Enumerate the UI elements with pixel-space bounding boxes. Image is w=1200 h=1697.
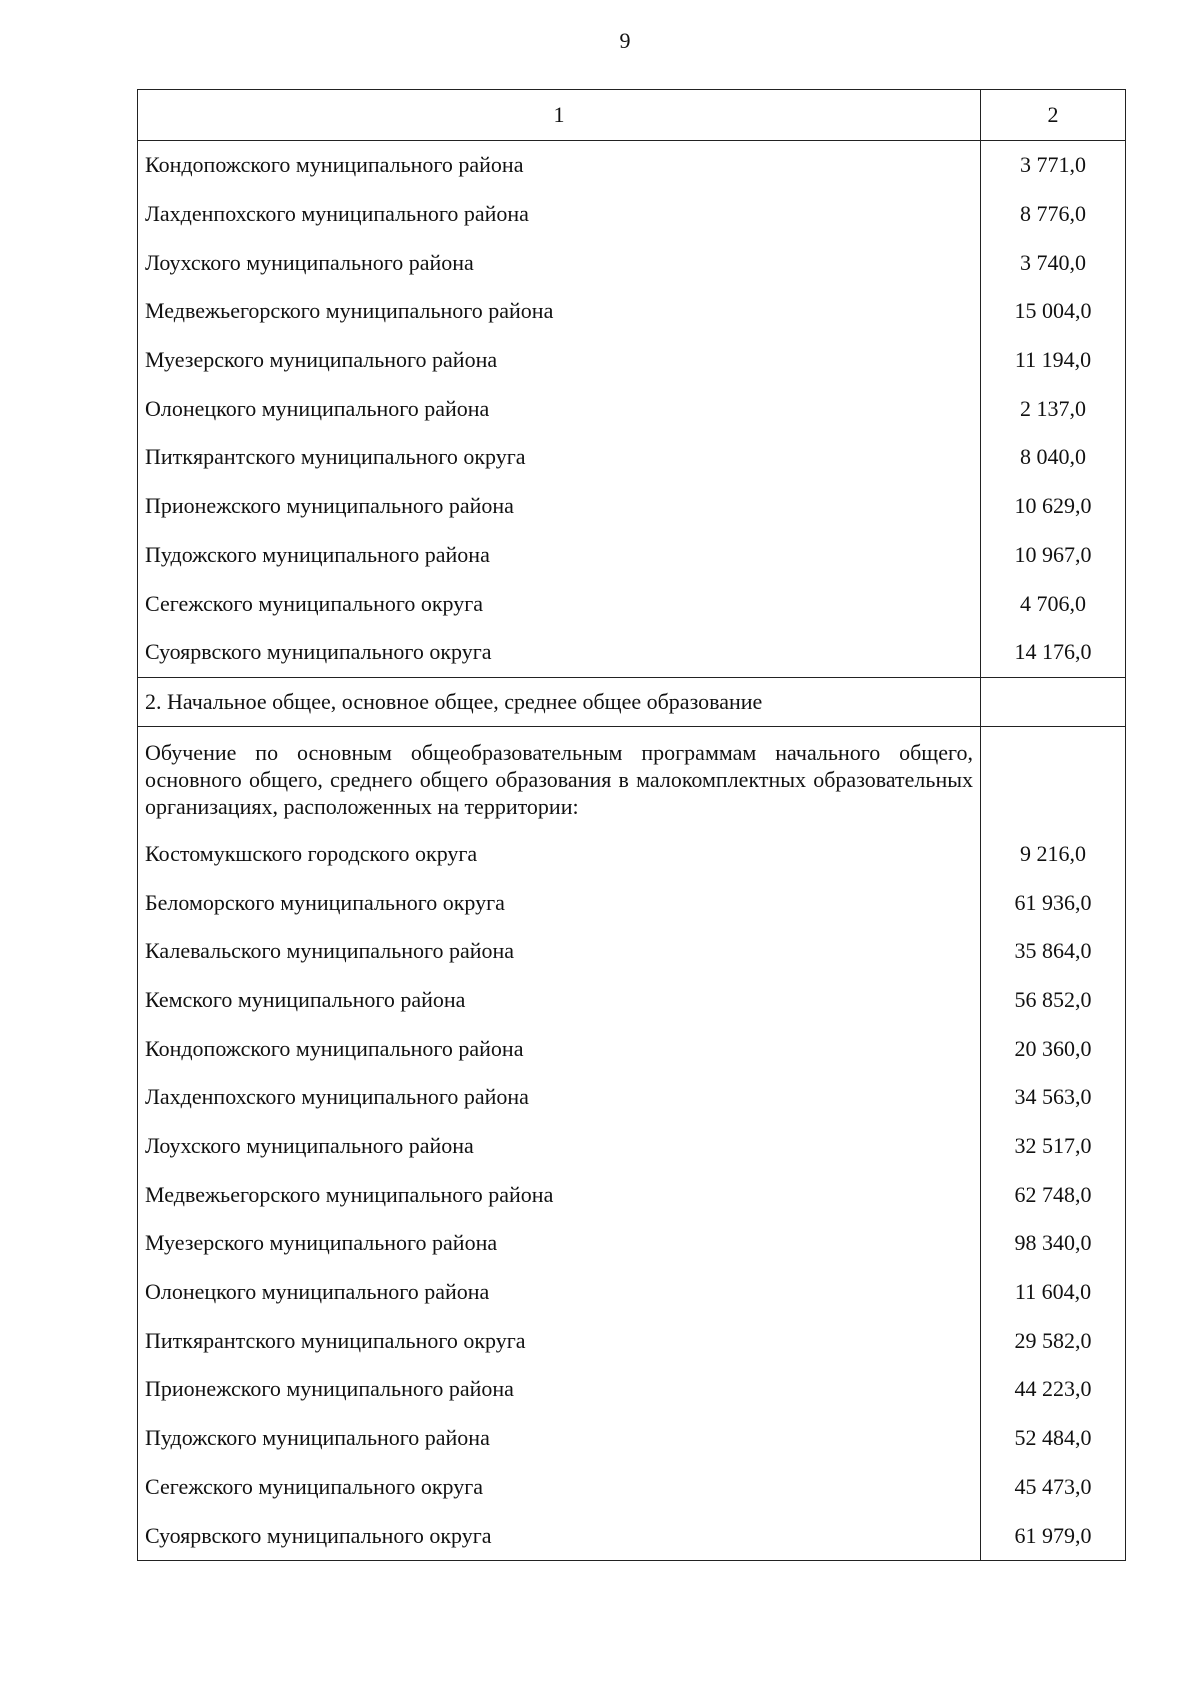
amount-value: 20 360,0 — [981, 1024, 1126, 1073]
table-row — [138, 190, 1126, 239]
amount-value: 35 864,0 — [981, 927, 1126, 976]
municipality-name: Суоярвского муниципального округа — [138, 1511, 981, 1560]
amount-value: 11 604,0 — [981, 1268, 1126, 1317]
municipality-name: Питкярантского муниципального округа — [138, 1316, 981, 1365]
table-row — [138, 927, 1126, 976]
table-header-row — [138, 90, 1126, 141]
amount-value: 9 216,0 — [981, 830, 1126, 879]
amount-value: 3 740,0 — [981, 238, 1126, 287]
amount-value: 56 852,0 — [981, 976, 1126, 1025]
section-description: Обучение по основным общеобразовательным программам начального общего, основного общего, среднего общего образования в малокомплектных образовательных организациях, расположенных на территории: — [138, 726, 981, 830]
municipality-name: Прионежского муниципального района — [138, 482, 981, 531]
municipality-name: Кемского муниципального района — [138, 976, 981, 1025]
amount-value: 44 223,0 — [981, 1365, 1126, 1414]
amount-value: 3 771,0 — [981, 141, 1126, 190]
table-row — [138, 1219, 1126, 1268]
amount-value: 98 340,0 — [981, 1219, 1126, 1268]
table-row — [138, 1365, 1126, 1414]
table-row — [138, 287, 1126, 336]
amount-value: 10 629,0 — [981, 482, 1126, 531]
amount-value: 62 748,0 — [981, 1170, 1126, 1219]
amount-value: 34 563,0 — [981, 1073, 1126, 1122]
table-row — [138, 1024, 1126, 1073]
municipality-name: Медвежьегорского муниципального района — [138, 1170, 981, 1219]
amount-value: 61 936,0 — [981, 878, 1126, 927]
municipality-name: Пудожского муниципального района — [138, 531, 981, 580]
amount-value: 14 176,0 — [981, 628, 1126, 677]
municipality-name: Кондопожского муниципального района — [138, 1024, 981, 1073]
amount-value: 11 194,0 — [981, 336, 1126, 385]
table-row — [138, 1122, 1126, 1171]
table-row — [138, 336, 1126, 385]
municipality-name: Олонецкого муниципального района — [138, 384, 981, 433]
municipality-name: Муезерского муниципального района — [138, 336, 981, 385]
table-row — [138, 976, 1126, 1025]
column-header-2: 2 — [981, 90, 1126, 141]
allocation-table — [137, 89, 1126, 1561]
table-row — [138, 482, 1126, 531]
table-row — [138, 1170, 1126, 1219]
municipality-name: Беломорского муниципального округа — [138, 878, 981, 927]
municipality-name: Сегежского муниципального округа — [138, 1463, 981, 1512]
amount-value: 32 517,0 — [981, 1122, 1126, 1171]
amount-value: 10 967,0 — [981, 531, 1126, 580]
municipality-name: Лоухского муниципального района — [138, 238, 981, 287]
table-row — [138, 1073, 1126, 1122]
section-heading-row — [138, 677, 1126, 726]
municipality-name: Суоярвского муниципального округа — [138, 628, 981, 677]
table-row — [138, 141, 1126, 190]
amount-value: 2 137,0 — [981, 384, 1126, 433]
amount-value: 61 979,0 — [981, 1511, 1126, 1560]
municipality-name: Прионежского муниципального района — [138, 1365, 981, 1414]
table-row — [138, 628, 1126, 677]
table-row — [138, 579, 1126, 628]
amount-value: 45 473,0 — [981, 1463, 1126, 1512]
amount-value: 8 040,0 — [981, 433, 1126, 482]
table-row — [138, 433, 1126, 482]
amount-value: 29 582,0 — [981, 1316, 1126, 1365]
municipality-name: Питкярантского муниципального округа — [138, 433, 981, 482]
municipality-name: Калевальского муниципального района — [138, 927, 981, 976]
section-title: 2. Начальное общее, основное общее, среднее общее образование — [138, 677, 981, 726]
description-value-empty — [981, 726, 1126, 830]
amount-value: 15 004,0 — [981, 287, 1126, 336]
column-header-1: 1 — [138, 90, 981, 141]
municipality-name: Лахденпохского муниципального района — [138, 190, 981, 239]
section-description-row — [138, 726, 1126, 830]
municipality-name: Лахденпохского муниципального района — [138, 1073, 981, 1122]
municipality-name: Пудожского муниципального района — [138, 1414, 981, 1463]
table-row — [138, 531, 1126, 580]
table-row — [138, 238, 1126, 287]
table-row — [138, 830, 1126, 879]
table-row — [138, 1463, 1126, 1512]
amount-value: 4 706,0 — [981, 579, 1126, 628]
municipality-name: Муезерского муниципального района — [138, 1219, 981, 1268]
table-row — [138, 1511, 1126, 1560]
amount-value: 52 484,0 — [981, 1414, 1126, 1463]
municipality-name: Сегежского муниципального округа — [138, 579, 981, 628]
municipality-name: Лоухского муниципального района — [138, 1122, 981, 1171]
table-row — [138, 878, 1126, 927]
amount-value: 8 776,0 — [981, 190, 1126, 239]
table-row — [138, 1414, 1126, 1463]
table-row — [138, 1268, 1126, 1317]
section-value-empty — [981, 677, 1126, 726]
municipality-name: Олонецкого муниципального района — [138, 1268, 981, 1317]
municipality-name: Кондопожского муниципального района — [138, 141, 981, 190]
table-row — [138, 1316, 1126, 1365]
page-number: 9 — [619, 28, 631, 53]
table-row — [138, 384, 1126, 433]
municipality-name: Костомукшского городского округа — [138, 830, 981, 879]
municipality-name: Медвежьегорского муниципального района — [138, 287, 981, 336]
